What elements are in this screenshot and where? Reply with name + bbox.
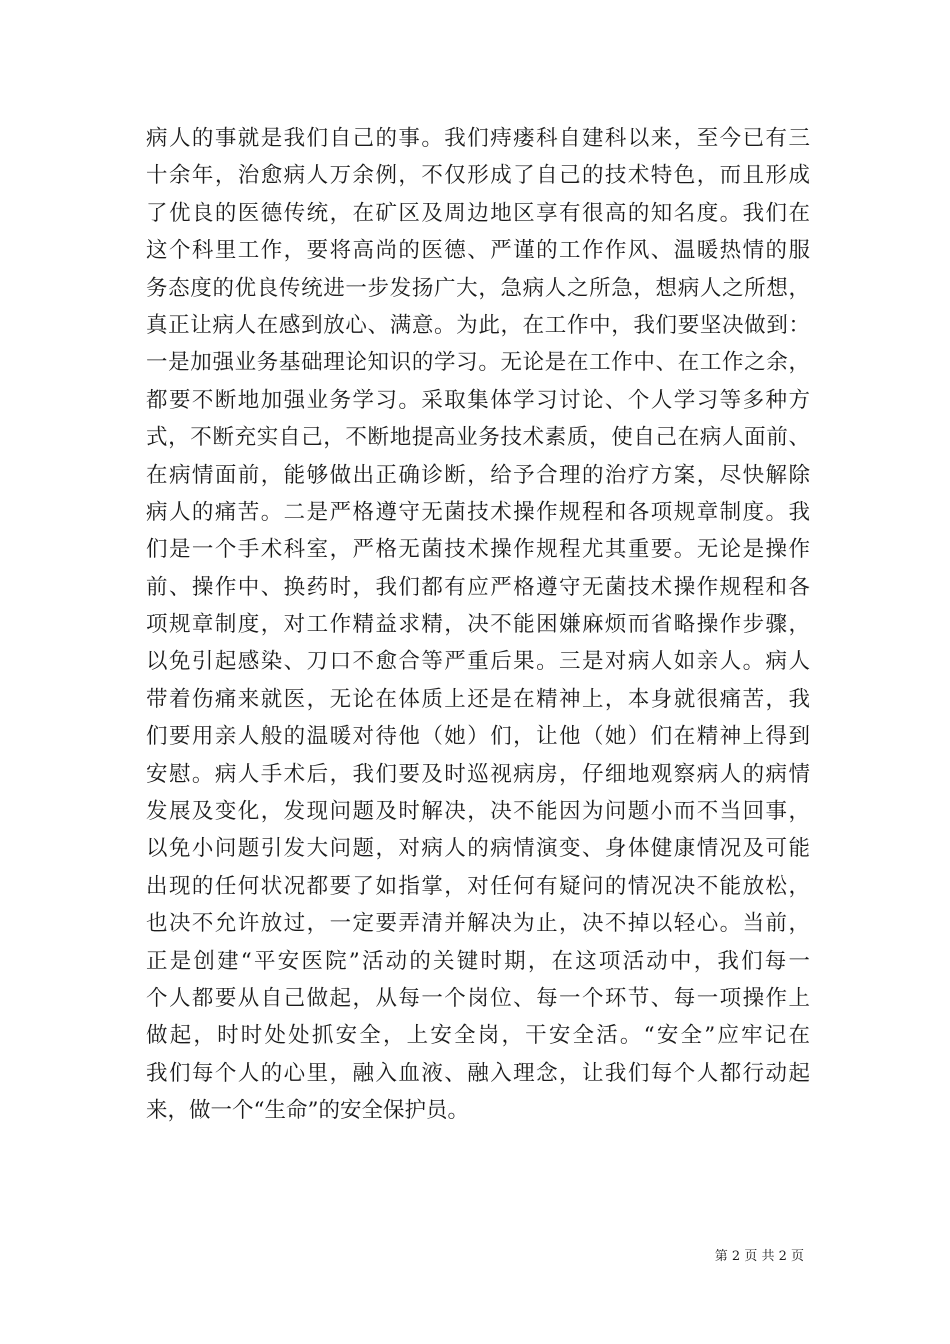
text-line: 以免小问题引发大问题，对病人的病情演变、身体健康情况及可能 [146, 836, 810, 862]
text-line: 们要用亲人般的温暖对待他（她）们，让他（她）们在精神上得到 [146, 724, 810, 750]
text-line: 也决不允许放过，一定要弄清并解决为止，决不掉以轻心。当前， [146, 911, 810, 937]
text-line: 真正让病人在感到放心、满意。为此，在工作中，我们要坚决做到： [146, 312, 810, 338]
text-line: 务态度的优良传统进一步发扬广大，急病人之所急，想病人之所想， [146, 275, 810, 301]
text-line: 项规章制度，对工作精益求精，决不能困嫌麻烦而省略操作步骤， [146, 612, 810, 638]
text-line: 在病情面前，能够做出正确诊断，给予合理的治疗方案，尽快解除 [146, 462, 810, 488]
text-line: 一是加强业务基础理论知识的学习。无论是在工作中、在工作之余， [146, 350, 810, 376]
text-line: 安慰。病人手术后，我们要及时巡视病房，仔细地观察病人的病情 [146, 761, 810, 787]
text-line: 前、操作中、换药时，我们都有应严格遵守无菌技术操作规程和各 [146, 574, 810, 600]
text-line: 以免引起感染、刀口不愈合等严重后果。三是对病人如亲人。病人 [146, 649, 810, 675]
text-line: 了优良的医德传统，在矿区及周边地区享有很高的知名度。我们在 [146, 200, 810, 226]
text-line: 发展及变化，发现问题及时解决，决不能因为问题小而不当回事， [146, 799, 810, 825]
text-line: 们是一个手术科室，严格无菌技术操作规程尤其重要。无论是操作 [146, 537, 810, 563]
text-line: 我们每个人的心里，融入血液、融入理念，让我们每个人都行动起 [146, 1060, 810, 1086]
body-paragraph [146, 120, 810, 1130]
text-line: 这个科里工作，要将高尚的医德、严谨的工作作风、温暖热情的服 [146, 238, 810, 264]
text-line: 个人都要从自己做起，从每一个岗位、每一个环节、每一项操作上 [146, 985, 810, 1011]
text-line: 病人的事就是我们自己的事。我们痔瘘科自建科以来，至今已有三 [146, 126, 810, 151]
text-line: 式，不断充实自己，不断地提高业务技术素质，使自己在病人面前、 [146, 425, 810, 451]
text-line: 都要不断地加强业务学习。采取集体学习讨论、个人学习等多种方 [146, 387, 810, 413]
text-line: 带着伤痛来就医，无论在体质上还是在精神上，本身就很痛苦，我 [146, 686, 810, 712]
page-number-footer: 第 2 页 共 2 页 [714, 1249, 804, 1264]
text-line-last: 来，做一个“生命”的安全保护员。 [146, 1098, 469, 1124]
text-line: 病人的痛苦。二是严格遵守无菌技术操作规程和各项规章制度。我 [146, 499, 810, 525]
text-line: 出现的任何状况都要了如指掌，对任何有疑问的情况决不能放松， [146, 873, 810, 899]
text-line: 十余年，治愈病人万余例，不仅形成了自己的技术特色，而且形成 [146, 163, 810, 189]
text-line: 做起，时时处处抓安全，上安全岗，干安全活。“安全”应牢记在 [146, 1023, 810, 1049]
text-line: 正是创建“平安医院”活动的关键时期，在这项活动中，我们每一 [146, 948, 810, 974]
